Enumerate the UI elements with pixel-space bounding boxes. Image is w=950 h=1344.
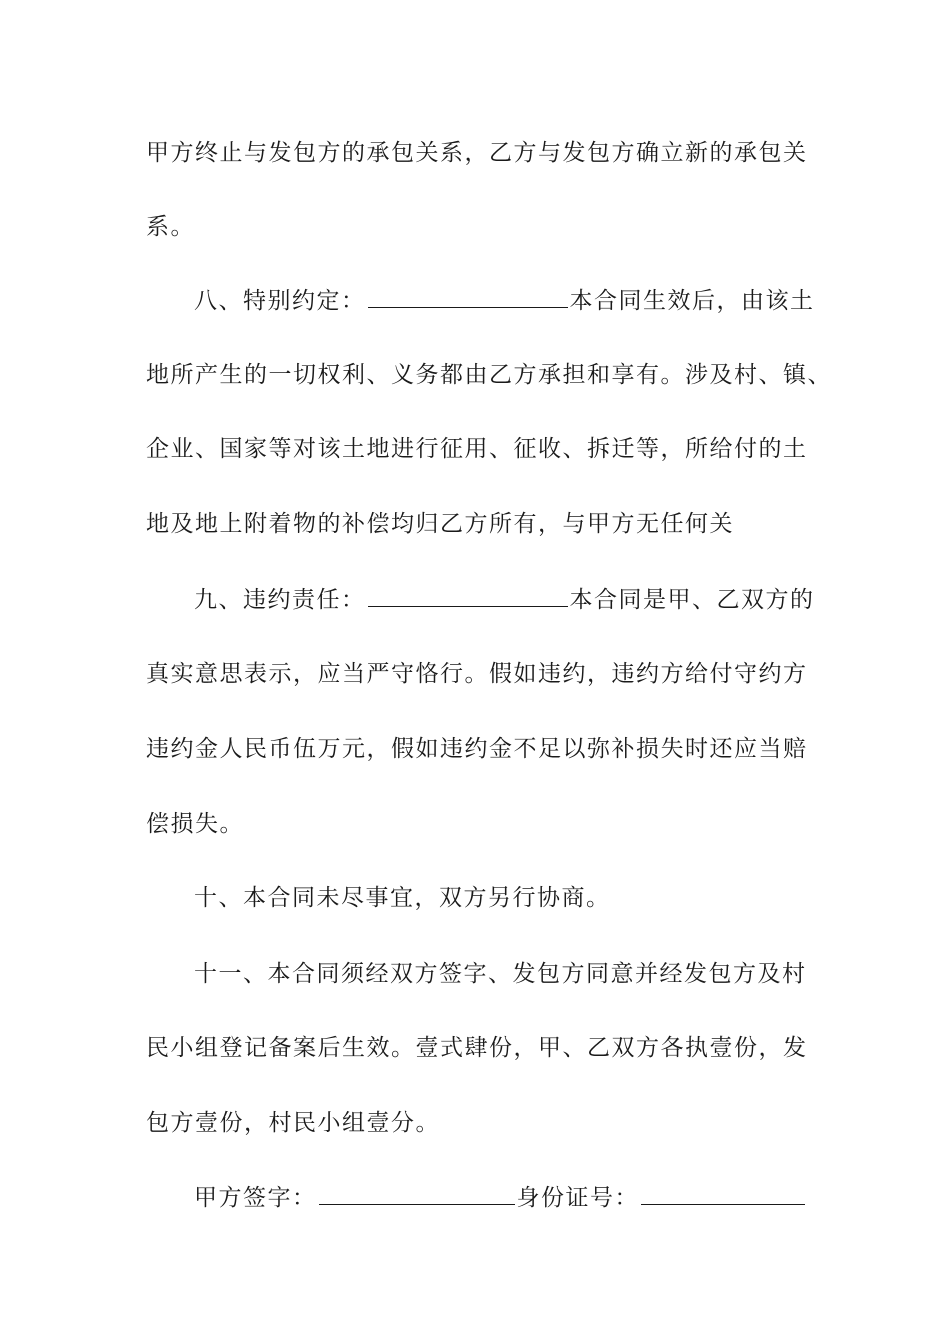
clause-8-line-3: 企业、国家等对该土地进行征用、征收、拆迁等，所给付的土 [146,436,808,462]
clause-8-line-1 [194,285,815,317]
clause-10-line-1: 十、本合同未尽事宜，双方另行协商。 [194,885,611,911]
id-number-label: 身份证号： [516,1185,639,1211]
clause-11-line-1: 十一、本合同须经双方签字、发包方同意并经发包方及村 [194,961,807,987]
clause-7-line-2: 系。 [146,214,195,240]
signature-line [194,1182,807,1214]
clause-8-text: 本合同生效后，由该土 [569,288,815,314]
clause-9-line-4: 偿损失。 [146,811,244,837]
clause-8-line-4: 地及地上附着物的补偿均归乙方所有，与甲方无任何关 [146,511,734,537]
clause-9-line-2: 真实意思表示，应当严守恪行。假如违约，违约方给付守约方 [146,661,808,687]
clause-9-line-3: 违约金人民币伍万元，假如违约金不足以弥补损失时还应当赔 [146,736,808,762]
clause-9-line-1 [194,584,815,616]
clause-8-heading: 八、特别约定： [194,288,366,314]
clause-8-line-2: 地所产生的一切权利、义务都由乙方承担和享有。涉及村、镇、 [146,362,832,388]
clause-11-line-2: 民小组登记备案后生效。壹式肆份，甲、乙双方各执壹份，发 [146,1035,808,1061]
party-a-signature-label: 甲方签字： [194,1185,317,1211]
party-a-signature-blank [319,1184,515,1205]
clause-8-blank [368,287,568,308]
clause-9-blank [368,586,568,607]
clause-11-line-3: 包方壹份，村民小组壹分。 [146,1110,440,1136]
clause-7-line-1: 甲方终止与发包方的承包关系，乙方与发包方确立新的承包关 [146,140,808,166]
clause-9-text: 本合同是甲、乙双方的 [569,587,815,613]
clause-9-heading: 九、违约责任： [194,587,366,613]
id-number-blank [641,1184,805,1205]
